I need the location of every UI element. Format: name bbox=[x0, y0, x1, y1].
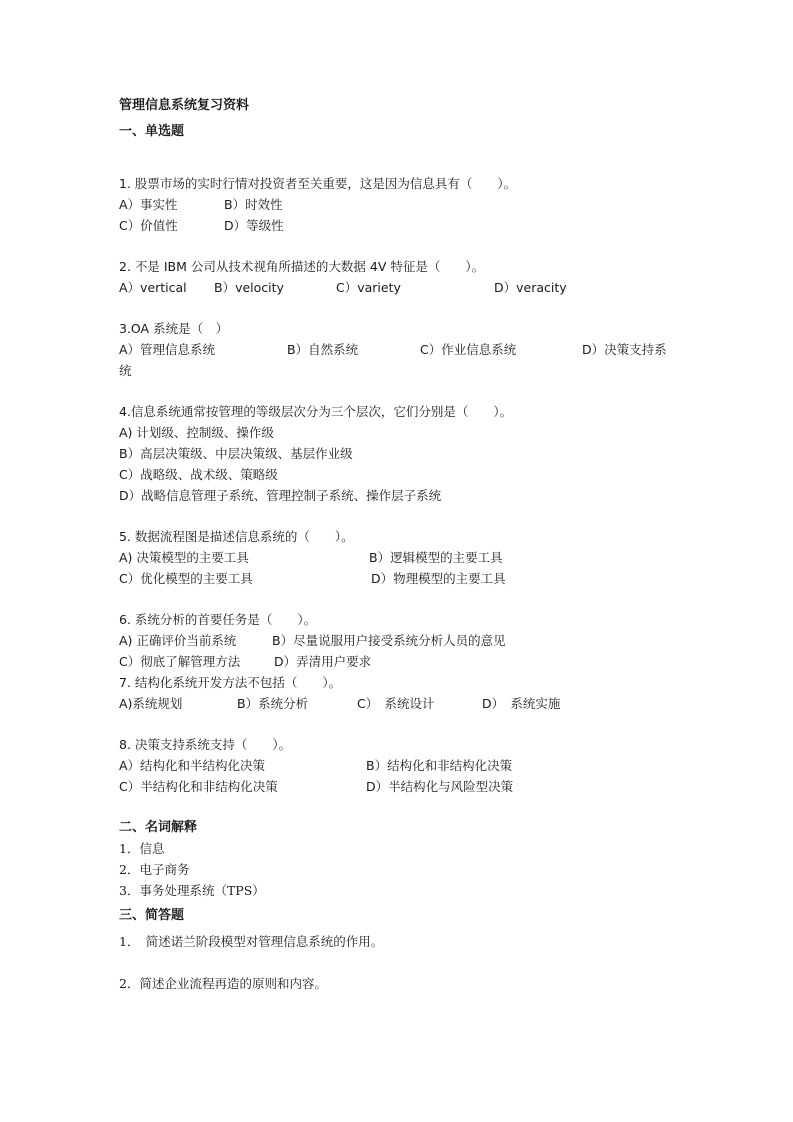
question-1-text: 1. 股票市场的实时行情对投资者至关重要，这是因为信息具有（ ）。 bbox=[119, 176, 517, 191]
question-2-option-d: D）veracity bbox=[494, 280, 567, 295]
question-8-option-d: D）半结构化与风险型决策 bbox=[366, 779, 514, 794]
question-8-option-b: B）结构化和非结构化决策 bbox=[366, 758, 513, 773]
question-7-option-c: C） 系统设计 bbox=[357, 696, 435, 711]
definition-item-1: 1．信息 bbox=[119, 841, 165, 856]
question-8-text: 8. 决策支持系统支持（ ）。 bbox=[119, 737, 292, 752]
question-7-option-a: A)系统规划 bbox=[119, 696, 183, 711]
question-3-option-d: D）决策支持系 bbox=[582, 342, 667, 357]
question-2-option-b: B）velocity bbox=[214, 280, 284, 295]
definition-item-3: 3．事务处理系统（TPS） bbox=[119, 883, 265, 898]
question-3-option-d-wrap: 统 bbox=[119, 363, 132, 378]
question-4-text: 4.信息系统通常按管理的等级层次分为三个层次，它们分别是（ ）。 bbox=[119, 404, 513, 419]
question-6-option-b: B）尽量说服用户接受系统分析人员的意见 bbox=[272, 633, 506, 648]
question-7-option-b: B）系统分析 bbox=[237, 696, 309, 711]
question-6-option-d: D）弄清用户要求 bbox=[274, 654, 372, 669]
question-2-option-a: A）vertical bbox=[119, 280, 187, 295]
definition-item-2: 2．电子商务 bbox=[119, 862, 190, 877]
short-answer-item-1: 1． 简述诺兰阶段模型对管理信息系统的作用。 bbox=[119, 934, 384, 949]
question-5-option-d: D）物理模型的主要工具 bbox=[371, 571, 506, 586]
question-6-text: 6. 系统分析的首要任务是（ ）。 bbox=[119, 612, 317, 627]
question-3-text: 3.OA 系统是（ ） bbox=[119, 321, 229, 336]
question-1-option-c: C）价值性 bbox=[119, 218, 178, 233]
question-5-option-a: A) 决策模型的主要工具 bbox=[119, 550, 249, 565]
question-7-option-d: D） 系统实施 bbox=[482, 696, 561, 711]
question-1-option-b: B）时效性 bbox=[224, 197, 283, 212]
question-4-option-a: A) 计划级、控制级、操作级 bbox=[119, 425, 274, 440]
question-4-option-b: B）高层决策级、中层决策级、基层作业级 bbox=[119, 446, 353, 461]
question-4-option-c: C）战略级、战术级、策略级 bbox=[119, 467, 278, 482]
question-5-text: 5. 数据流程图是描述信息系统的（ ）。 bbox=[119, 529, 354, 544]
question-8-option-c: C）半结构化和非结构化决策 bbox=[119, 779, 278, 794]
section-heading-short-answer: 三、简答题 bbox=[119, 908, 185, 923]
section-heading-definitions: 二、名词解释 bbox=[119, 820, 198, 835]
question-3-option-c: C）作业信息系统 bbox=[420, 342, 517, 357]
section-heading-single-choice: 一、单选题 bbox=[119, 124, 185, 139]
document-title: 管理信息系统复习资料 bbox=[119, 98, 250, 113]
question-1-option-a: A）事实性 bbox=[119, 197, 178, 212]
question-6-option-a: A) 正确评价当前系统 bbox=[119, 633, 237, 648]
question-2-option-c: C）variety bbox=[336, 280, 401, 295]
question-5-option-c: C）优化模型的主要工具 bbox=[119, 571, 253, 586]
short-answer-item-2: 2．简述企业流程再造的原则和内容。 bbox=[119, 976, 327, 991]
question-8-option-a: A）结构化和半结构化决策 bbox=[119, 758, 266, 773]
question-2-text: 2. 不是 IBM 公司从技术视角所描述的大数据 4V 特征是（ ）。 bbox=[119, 259, 485, 274]
question-1-option-d: D）等级性 bbox=[224, 218, 284, 233]
question-6-option-c: C）彻底了解管理方法 bbox=[119, 654, 241, 669]
question-7-text: 7. 结构化系统开发方法不包括（ ）。 bbox=[119, 675, 342, 690]
question-5-option-b: B）逻辑模型的主要工具 bbox=[369, 550, 503, 565]
question-3-option-a: A）管理信息系统 bbox=[119, 342, 216, 357]
question-3-option-b: B）自然系统 bbox=[287, 342, 359, 357]
question-4-option-d: D）战略信息管理子系统、管理控制子系统、操作层子系统 bbox=[119, 488, 442, 503]
